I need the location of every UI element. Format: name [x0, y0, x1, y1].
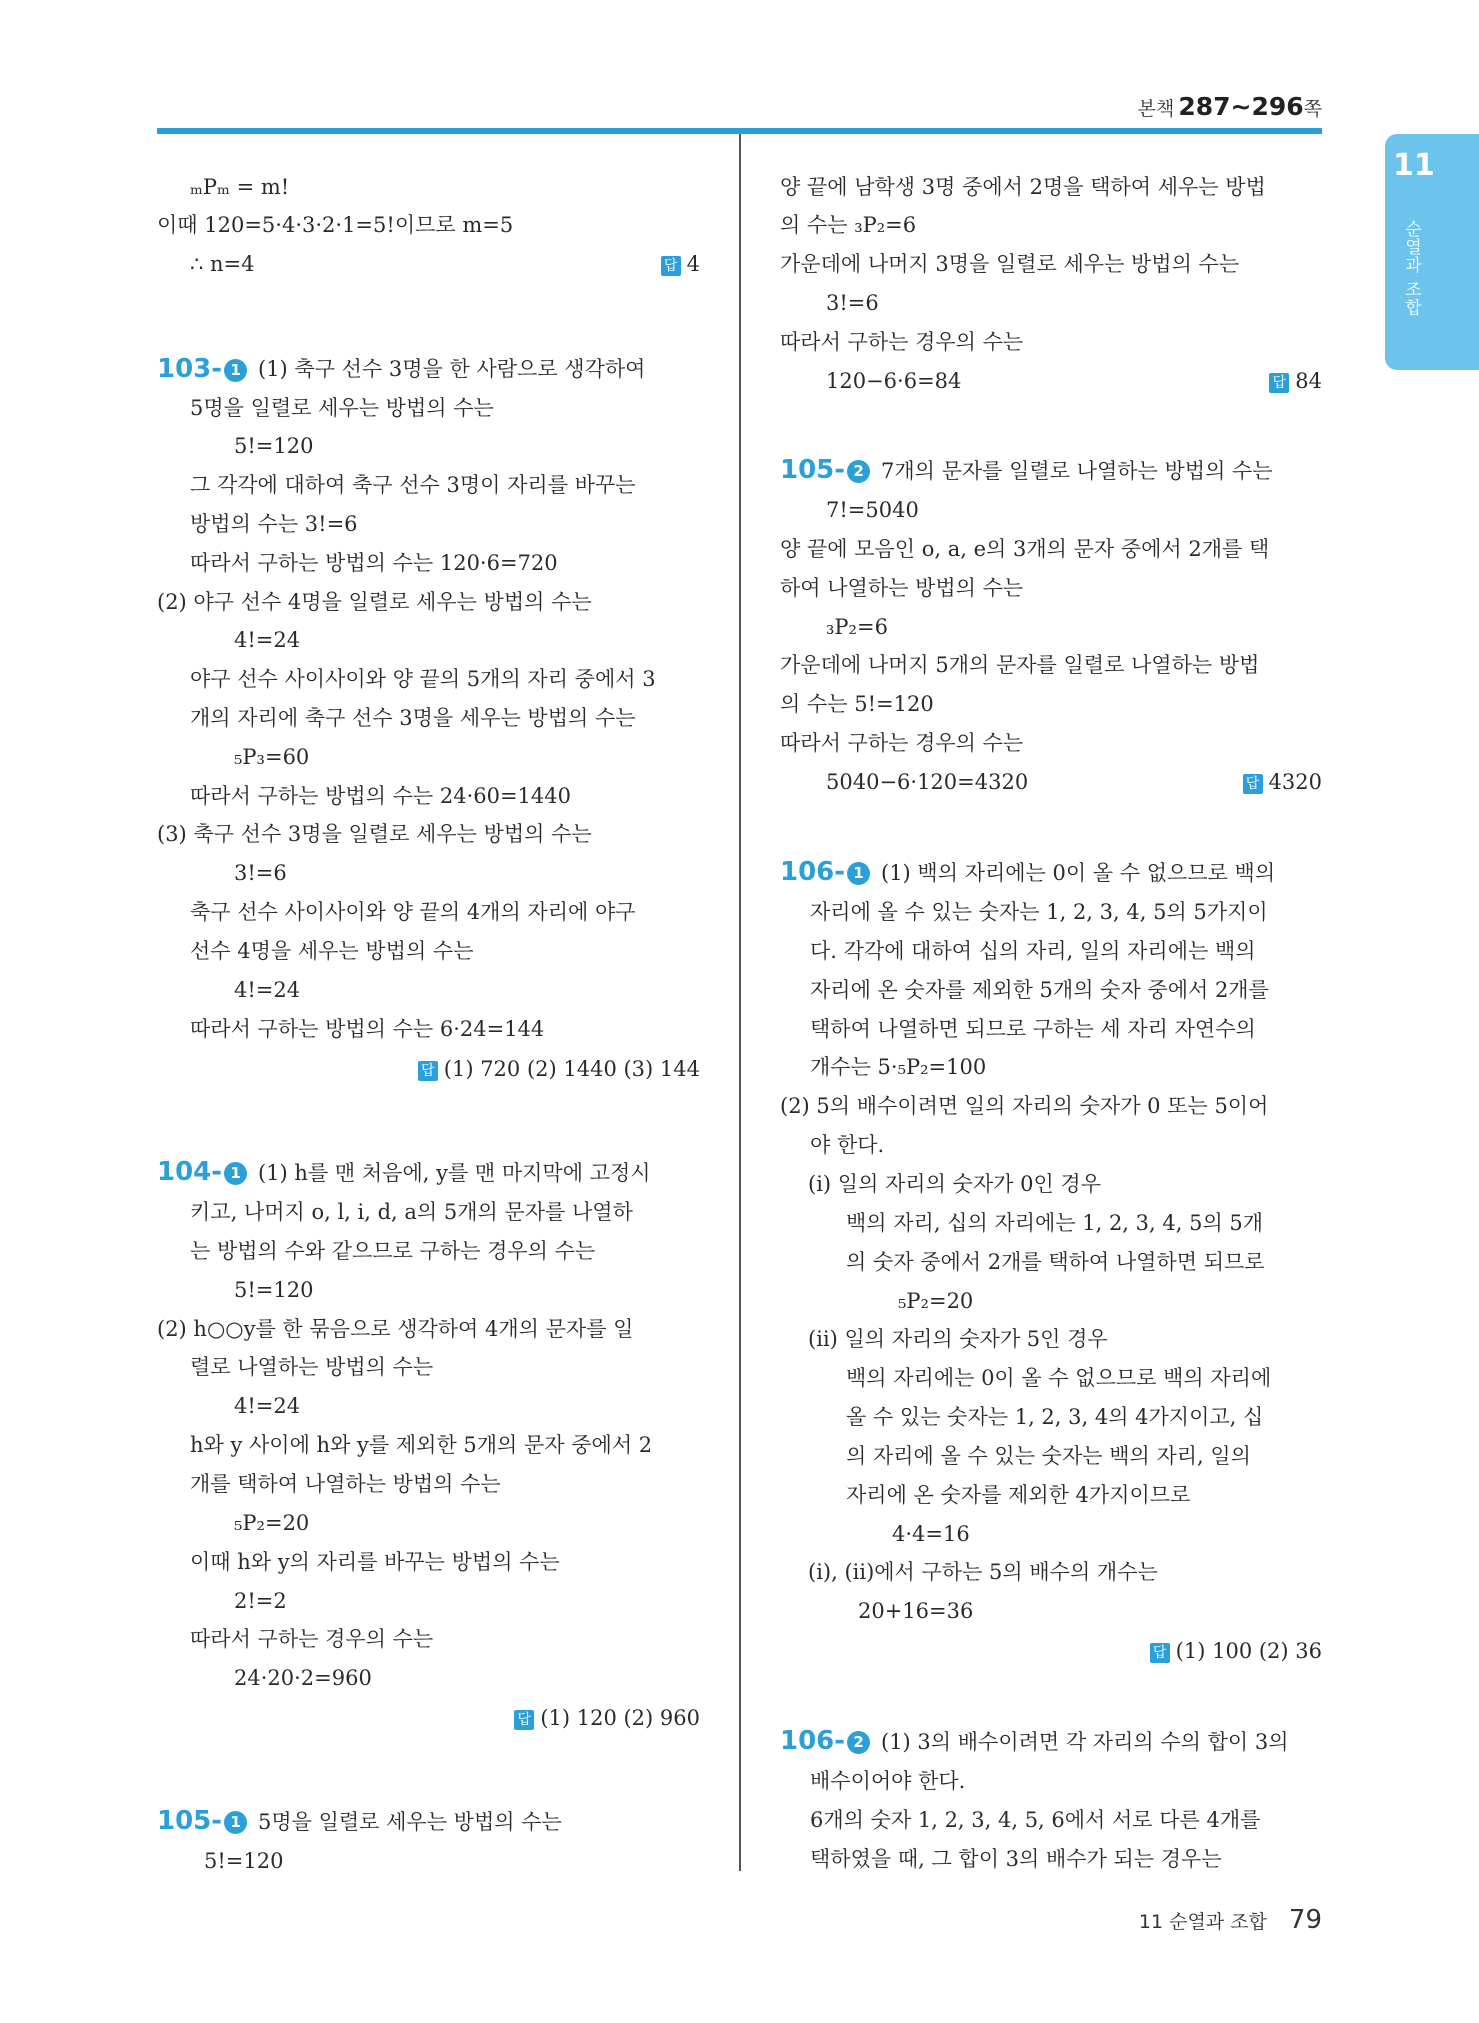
formula-line: ₃P₂=6: [826, 615, 888, 639]
answer-value: 84: [1295, 369, 1322, 393]
text-line: 가운데에 나머지 3명을 일렬로 세우는 방법의 수는: [780, 252, 1240, 276]
text-line: 7개의 문자를 일렬로 나열하는 방법의 수는: [881, 459, 1273, 483]
text-line: (1) h를 맨 처음에, y를 맨 마지막에 고정시: [258, 1161, 651, 1185]
problem-number-text: 106-: [780, 857, 846, 887]
text-line: (2) 5의 배수이려면 일의 자리의 숫자가 0 또는 5이어: [780, 1094, 1269, 1118]
text-line: 는 방법의 수와 같으므로 구하는 경우의 수는: [190, 1239, 596, 1263]
text-line: 백의 자리, 십의 자리에는 1, 2, 3, 4, 5의 5개: [846, 1211, 1264, 1235]
problem-badge: 2: [847, 460, 870, 483]
text-line: 방법의 수는 3!=6: [190, 512, 358, 536]
header-label: 본책: [1137, 98, 1175, 120]
answer-value: (1) 720 (2) 1440 (3) 144: [443, 1057, 700, 1081]
text-line: (1) 축구 선수 3명을 한 사람으로 생각하여: [258, 357, 646, 381]
answer-icon: 답: [514, 1710, 534, 1730]
problem-number-text: 105-: [780, 455, 846, 485]
answer-icon: 답: [1243, 774, 1263, 794]
text-line: 배수이어야 한다.: [810, 1769, 966, 1793]
text-line: h와 y 사이에 h와 y를 제외한 5개의 문자 중에서 2: [190, 1433, 653, 1457]
problem-badge: 1: [224, 1811, 247, 1834]
footer-chapter: 11 순열과 조합: [1138, 1911, 1267, 1933]
text-line: (2) 야구 선수 4명을 일렬로 세우는 방법의 수는: [157, 590, 592, 614]
chapter-title: 순열과 조합: [1401, 220, 1421, 317]
text-line: ∴ n=4: [190, 252, 255, 276]
formula-line: 3!=6: [234, 861, 287, 885]
text-line: 이때 120=5·4·3·2·1=5!이므로 m=5: [157, 213, 514, 237]
case-heading: (ⅱ) 일의 자리의 숫자가 5인 경우: [808, 1327, 1108, 1351]
answer-value: 4: [686, 252, 700, 276]
problem-number: [157, 1806, 247, 1836]
problem-number-text: 104-: [157, 1157, 223, 1187]
text-line: 올 수 있는 숫자는 1, 2, 3, 4의 4가지이고, 십: [846, 1405, 1264, 1429]
text-line: 양 끝에 모음인 o, a, e의 3개의 문자 중에서 2개를 택: [780, 537, 1270, 561]
answer-value: (1) 120 (2) 960: [540, 1706, 700, 1730]
text-line: (2) h○○y를 한 묶음으로 생각하여 4개의 문자를 일: [157, 1317, 634, 1341]
formula-line: 7!=5040: [826, 498, 919, 522]
column-divider: [739, 134, 741, 1871]
answer-line: [661, 251, 700, 277]
text-line: 의 자리에 올 수 있는 숫자는 백의 자리, 일의: [846, 1444, 1251, 1468]
formula-line: 5040−6·120=4320: [826, 770, 1029, 794]
formula-line: 24·20·2=960: [234, 1666, 372, 1690]
text-line: 택하여 나열하면 되므로 구하는 세 자리 자연수의: [810, 1017, 1256, 1041]
text-line: 자리에 올 수 있는 숫자는 1, 2, 3, 4, 5의 5가지이: [810, 900, 1268, 924]
problem-badge: 2: [847, 1731, 870, 1754]
text-line: 따라서 구하는 경우의 수는: [780, 731, 1024, 755]
text-line: 따라서 구하는 경우의 수는: [190, 1627, 434, 1651]
text-line: 야 한다.: [810, 1133, 885, 1157]
formula-line: 3!=6: [826, 291, 879, 315]
page-footer: [1139, 1905, 1322, 1935]
header-page-range: 287~296: [1178, 92, 1304, 121]
formula-line: 5!=120: [234, 1278, 314, 1302]
answer-icon: 답: [418, 1061, 438, 1081]
answer-icon: 답: [1150, 1643, 1170, 1663]
problem-number: [157, 1157, 247, 1187]
text-line: (3) 축구 선수 3명을 일렬로 세우는 방법의 수는: [157, 822, 592, 846]
text-line: 따라서 구하는 방법의 수는 6·24=144: [190, 1017, 545, 1041]
formula-line: 5!=120: [204, 1849, 284, 1873]
page-number: 79: [1288, 1905, 1322, 1935]
formula-line: 4!=24: [234, 1394, 301, 1418]
text-line: 다. 각각에 대하여 십의 자리, 일의 자리에는 백의: [810, 939, 1256, 963]
problem-number-text: 106-: [780, 1726, 846, 1756]
text-line: 의 수는 ₃P₂=6: [780, 213, 917, 237]
text-line: 그 각각에 대하여 축구 선수 3명이 자리를 바꾸는: [190, 473, 636, 497]
problem-badge: 1: [847, 862, 870, 885]
problem-number-text: 105-: [157, 1806, 223, 1836]
text-line: 따라서 구하는 방법의 수는 120·6=720: [190, 551, 558, 575]
formula-line: 4·4=16: [892, 1522, 970, 1546]
text-line: 따라서 구하는 경우의 수는: [780, 330, 1024, 354]
case-heading: (ⅰ) 일의 자리의 숫자가 0인 경우: [808, 1172, 1101, 1196]
chapter-number: 11: [1393, 148, 1435, 183]
problem-number: [780, 1726, 870, 1756]
text-line: 선수 4명을 세우는 방법의 수는: [190, 939, 474, 963]
formula-line: 5!=120: [234, 434, 314, 458]
formula-line: 120−6·6=84: [826, 369, 962, 393]
answer-value: 4320: [1268, 770, 1322, 794]
problem-badge: 1: [224, 1162, 247, 1185]
text-line: 의 숫자 중에서 2개를 택하여 나열하면 되므로: [846, 1250, 1265, 1274]
text-line: 개를 택하여 나열하는 방법의 수는: [190, 1472, 501, 1496]
problem-number: [157, 354, 247, 384]
answer-value: (1) 100 (2) 36: [1175, 1639, 1322, 1663]
formula-line: 20+16=36: [858, 1599, 974, 1623]
text-line: 키고, 나머지 o, l, i, d, a의 5개의 문자를 나열하: [190, 1200, 633, 1224]
formula-line: ₅P₃=60: [234, 745, 310, 769]
answer-icon: 답: [661, 256, 681, 276]
text-line: 5명을 일렬로 세우는 방법의 수는: [258, 1810, 562, 1834]
formula-line: 4!=24: [234, 978, 301, 1002]
problem-number: [780, 455, 870, 485]
text-line: 축구 선수 사이사이와 양 끝의 4개의 자리에 야구: [190, 900, 636, 924]
answer-line: [514, 1705, 700, 1731]
answer-line: [418, 1056, 700, 1082]
text-line: 야구 선수 사이사이와 양 끝의 5개의 자리 중에서 3: [190, 667, 656, 691]
text-line: 자리에 온 숫자를 제외한 4가지이므로: [846, 1483, 1191, 1507]
text-line: (1) 백의 자리에는 0이 올 수 없으므로 백의: [881, 861, 1276, 885]
answer-line: [1243, 769, 1322, 795]
text-line: 6개의 숫자 1, 2, 3, 4, 5, 6에서 서로 다른 4개를: [810, 1808, 1261, 1832]
formula-line: 2!=2: [234, 1589, 287, 1613]
text-line: (1) 3의 배수이려면 각 자리의 수의 합이 3의: [881, 1730, 1289, 1754]
text-line: (ⅰ), (ⅱ)에서 구하는 5의 배수의 개수는: [808, 1560, 1158, 1584]
answer-line: [1150, 1638, 1322, 1664]
formula-line: ₅P₂=20: [234, 1511, 310, 1535]
problem-badge: 1: [224, 359, 247, 382]
text-line: 자리에 온 숫자를 제외한 5개의 숫자 중에서 2개를: [810, 978, 1269, 1002]
text-line: 따라서 구하는 방법의 수는 24·60=1440: [190, 784, 572, 808]
text-line: 의 수는 5!=120: [780, 692, 934, 716]
text-line: 백의 자리에는 0이 올 수 없으므로 백의 자리에: [846, 1366, 1272, 1390]
text-line: 5명을 일렬로 세우는 방법의 수는: [190, 396, 494, 420]
answer-line: [1269, 368, 1322, 394]
text-line: 이때 h와 y의 자리를 바꾸는 방법의 수는: [190, 1550, 560, 1574]
text-line: 양 끝에 남학생 3명 중에서 2명을 택하여 세우는 방법: [780, 175, 1266, 199]
page-header: [1138, 92, 1322, 121]
text-line: 가운데에 나머지 5개의 문자를 일렬로 나열하는 방법: [780, 653, 1260, 677]
formula-line: 4!=24: [234, 628, 301, 652]
problem-number: [780, 857, 870, 887]
text-line: 택하였을 때, 그 합이 3의 배수가 되는 경우는: [810, 1847, 1222, 1871]
problem-number-text: 103-: [157, 354, 223, 384]
text-line: 개의 자리에 축구 선수 3명을 세우는 방법의 수는: [190, 706, 636, 730]
formula-line: ₘPₘ = m!: [190, 175, 290, 199]
text-line: 렬로 나열하는 방법의 수는: [190, 1355, 434, 1379]
formula-line: ₅P₂=20: [898, 1289, 974, 1313]
header-unit: 쪽: [1303, 98, 1322, 120]
chapter-side-tab: [1385, 134, 1479, 370]
text-line: 하여 나열하는 방법의 수는: [780, 576, 1024, 600]
answer-icon: 답: [1269, 373, 1289, 393]
text-line: 개수는 5·₅P₂=100: [810, 1055, 987, 1079]
